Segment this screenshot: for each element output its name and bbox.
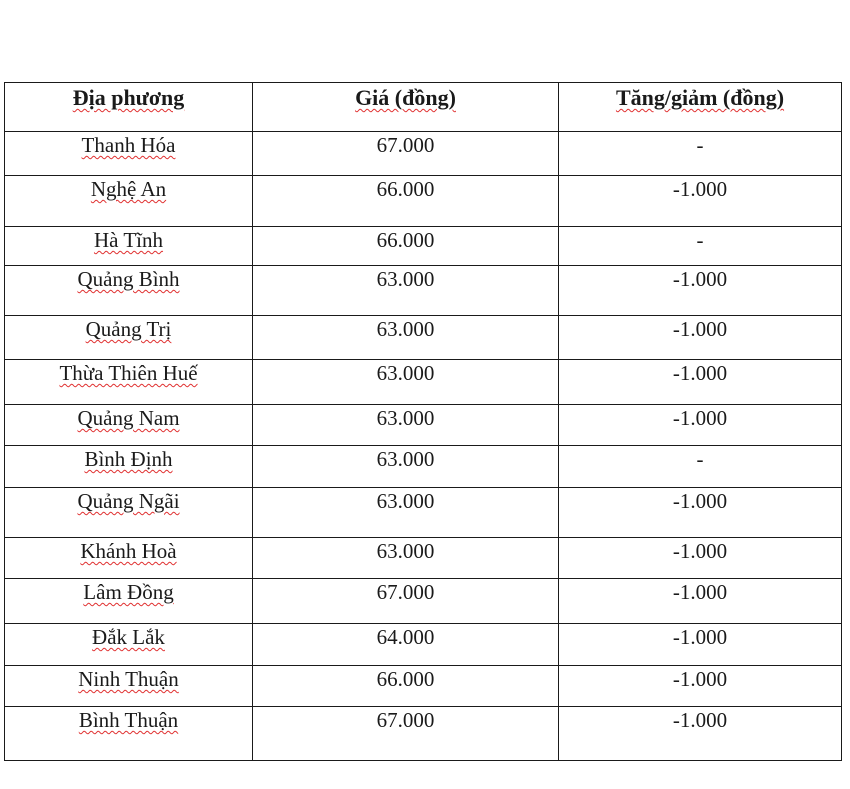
change-cell: -1.000	[559, 624, 842, 666]
region-cell: Quảng Trị	[5, 316, 253, 360]
change-cell: -1.000	[559, 316, 842, 360]
table-row	[5, 579, 842, 624]
region-cell: Thừa Thiên Huế	[5, 360, 253, 405]
change-cell: -1.000	[559, 360, 842, 405]
region-cell: Đắk Lắk	[5, 624, 253, 666]
price-table	[4, 82, 842, 761]
region-cell: Ninh Thuận	[5, 666, 253, 707]
price-cell: 63.000	[253, 488, 559, 538]
price-cell: 66.000	[253, 227, 559, 266]
region-cell: Bình Định	[5, 446, 253, 488]
table-row	[5, 624, 842, 666]
price-cell: 67.000	[253, 132, 559, 176]
table-row	[5, 266, 842, 316]
price-cell: 63.000	[253, 360, 559, 405]
change-cell: -1.000	[559, 538, 842, 579]
change-cell: -1.000	[559, 266, 842, 316]
region-cell: Lâm Đồng	[5, 579, 253, 624]
table-row	[5, 405, 842, 446]
change-cell: -1.000	[559, 579, 842, 624]
change-cell: -	[559, 446, 842, 488]
price-cell: 66.000	[253, 666, 559, 707]
table-row	[5, 316, 842, 360]
region-cell: Bình Thuận	[5, 707, 253, 761]
change-cell: -	[559, 227, 842, 266]
table-body	[5, 132, 842, 761]
change-cell: -1.000	[559, 488, 842, 538]
region-cell: Thanh Hóa	[5, 132, 253, 176]
region-cell: Hà Tĩnh	[5, 227, 253, 266]
table-row	[5, 707, 842, 761]
header-row	[5, 83, 842, 132]
table-row	[5, 227, 842, 266]
table-header	[5, 83, 842, 132]
table-row	[5, 488, 842, 538]
region-cell: Quảng Bình	[5, 266, 253, 316]
change-cell: -	[559, 132, 842, 176]
price-cell: 67.000	[253, 707, 559, 761]
price-cell: 63.000	[253, 266, 559, 316]
change-cell: -1.000	[559, 707, 842, 761]
header-change: Tăng/giảm (đồng)	[559, 83, 842, 132]
price-cell: 66.000	[253, 176, 559, 227]
price-cell: 63.000	[253, 316, 559, 360]
header-price: Giá (đồng)	[253, 83, 559, 132]
header-region: Địa phương	[5, 83, 253, 132]
table-row	[5, 176, 842, 227]
table-row	[5, 132, 842, 176]
table-row	[5, 360, 842, 405]
region-cell: Quảng Ngãi	[5, 488, 253, 538]
price-cell: 67.000	[253, 579, 559, 624]
table-row	[5, 666, 842, 707]
table-row	[5, 446, 842, 488]
price-cell: 63.000	[253, 538, 559, 579]
table-row	[5, 538, 842, 579]
price-cell: 64.000	[253, 624, 559, 666]
price-cell: 63.000	[253, 405, 559, 446]
region-cell: Khánh Hoà	[5, 538, 253, 579]
change-cell: -1.000	[559, 176, 842, 227]
price-cell: 63.000	[253, 446, 559, 488]
change-cell: -1.000	[559, 666, 842, 707]
change-cell: -1.000	[559, 405, 842, 446]
region-cell: Nghệ An	[5, 176, 253, 227]
region-cell: Quảng Nam	[5, 405, 253, 446]
